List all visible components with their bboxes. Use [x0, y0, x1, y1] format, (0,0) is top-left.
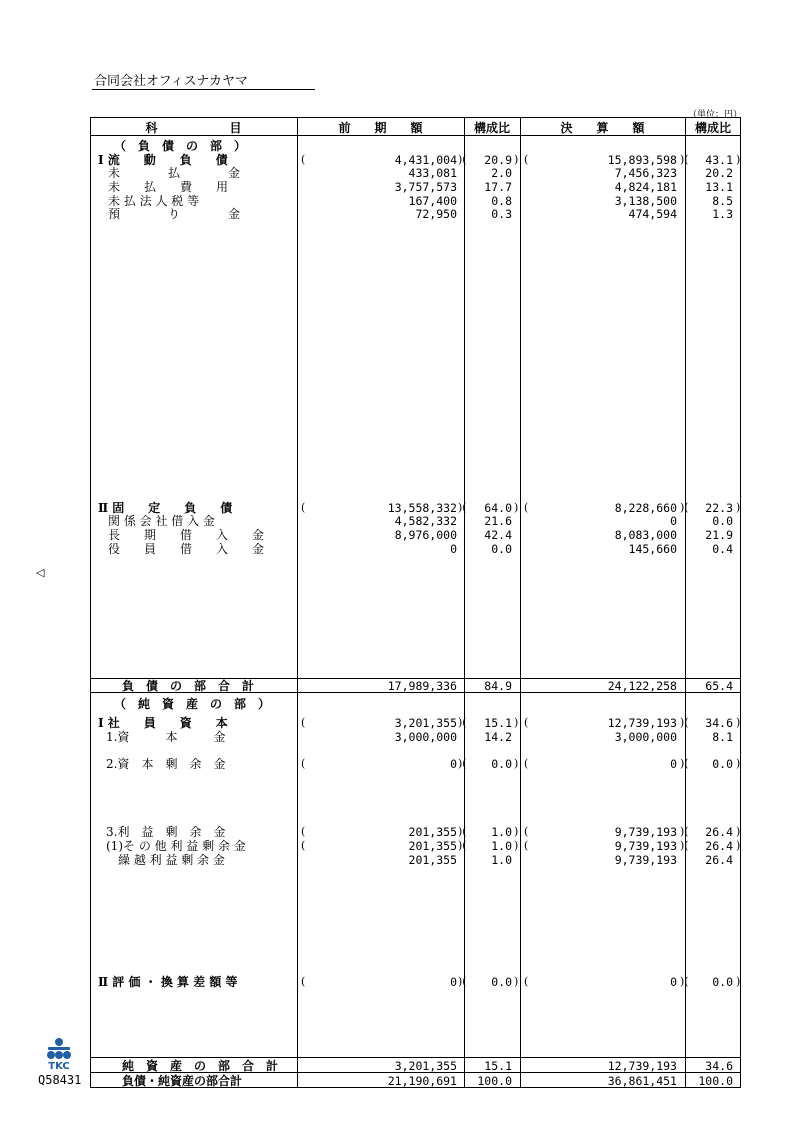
header-subject: 科 目 — [145, 121, 242, 135]
row-final-amount: 12,739,193 — [607, 1059, 677, 1073]
row-paren: )( — [458, 716, 467, 729]
row-final-ratio: 21.9 — [705, 528, 733, 542]
row-final-amount: 4,824,181 — [614, 180, 677, 194]
row-paren: )( — [680, 501, 689, 514]
row-label: 2.資 本 剰 余 金 — [106, 757, 226, 771]
row-final-amount: 9,739,193 — [614, 825, 677, 839]
row-label: (1)そ の 他 利 益 剰 余 金 — [106, 839, 246, 853]
row-paren: ( — [524, 501, 529, 514]
col-line-4 — [685, 117, 686, 1088]
row-prev-amount: 72,950 — [415, 207, 457, 221]
row-prev-amount: 0 — [450, 757, 457, 771]
header-prev: 前 期 額 — [338, 121, 423, 135]
row-label: 預 り 金 — [108, 207, 241, 221]
row-final-ratio: 0.0 — [712, 757, 733, 771]
row-paren: )( — [680, 825, 689, 838]
row-prev-amount: 21,190,691 — [387, 1074, 457, 1088]
row-final-amount: 12,739,193 — [607, 716, 677, 730]
header-final: 決 算 額 — [560, 121, 645, 135]
tkc-logo-text: TKC — [48, 1061, 70, 1071]
row-paren: ( — [301, 501, 306, 514]
row-final-ratio: 0.4 — [712, 542, 733, 556]
row-label: 長 期 借 入 金 — [108, 528, 265, 542]
row-paren: ( — [524, 716, 529, 729]
tkc-logo — [44, 1037, 74, 1071]
row-prev-ratio: 15.1 — [484, 1059, 512, 1073]
row-paren: ( — [301, 839, 306, 852]
row-final-ratio: 20.2 — [705, 166, 733, 180]
row-paren: )( — [458, 501, 467, 514]
row-label: Ⅰ 流 動 負 債 — [98, 153, 228, 167]
row-label: 1.資 本 金 — [106, 730, 226, 744]
row-paren: )( — [458, 757, 467, 770]
row-final-amount: 145,660 — [628, 542, 677, 556]
row-final-amount: 8,083,000 — [614, 528, 677, 542]
col-line-1 — [297, 117, 298, 1088]
col-line-3 — [520, 117, 521, 1088]
row-final-ratio: 100.0 — [698, 1074, 733, 1088]
row-paren: ( — [301, 716, 306, 729]
row-paren: ) — [514, 153, 519, 166]
row-paren: ) — [736, 757, 741, 770]
row-prev-amount: 3,201,355 — [394, 1059, 457, 1073]
row-final-ratio: 26.4 — [705, 839, 733, 853]
row-label: 繰 越 利 益 剰 余 金 — [118, 853, 225, 867]
row-final-amount: 474,594 — [628, 207, 677, 221]
row-prev-amount: 201,355 — [408, 839, 457, 853]
row-paren: )( — [458, 975, 467, 988]
row-final-ratio: 43.1 — [705, 153, 733, 167]
row-prev-ratio: 0.3 — [491, 207, 512, 221]
row-final-ratio: 34.6 — [705, 716, 733, 730]
row-final-ratio: 13.1 — [705, 180, 733, 194]
row-final-amount: 36,861,451 — [607, 1074, 677, 1088]
row-final-ratio: 0.0 — [712, 514, 733, 528]
row-prev-amount: 433,081 — [408, 166, 457, 180]
row-paren: ( — [301, 975, 306, 988]
row-final-amount: 0 — [670, 757, 677, 771]
table-frame — [90, 117, 741, 1088]
col-line-2 — [464, 117, 465, 1088]
row-label: 未 払 費 用 — [108, 180, 229, 194]
row-paren: ) — [736, 716, 741, 729]
row-prev-amount: 13,558,332 — [387, 501, 457, 515]
row-final-ratio: 34.6 — [705, 1059, 733, 1073]
row-prev-ratio: 15.1 — [484, 716, 512, 730]
row-prev-ratio: 0.0 — [491, 757, 512, 771]
row-prev-amount: 3,201,355 — [394, 716, 457, 730]
row-label: 3.利 益 剰 余 金 — [106, 825, 226, 839]
row-prev-amount: 167,400 — [408, 194, 457, 208]
row-paren: ) — [736, 839, 741, 852]
row-prev-ratio: 2.0 — [491, 166, 512, 180]
row-paren: ( — [524, 825, 529, 838]
header-ratio2: 構成比 — [694, 121, 731, 135]
row-prev-amount: 4,431,004 — [394, 153, 457, 167]
row-label: Ⅰ 社 員 資 本 — [98, 716, 228, 730]
row-final-ratio: 1.3 — [712, 207, 733, 221]
row-prev-ratio: 1.0 — [491, 853, 512, 867]
left-margin-mark: ◁ — [36, 566, 45, 579]
row-paren: ) — [736, 975, 741, 988]
row-paren: ) — [514, 839, 519, 852]
row-prev-ratio: 20.9 — [484, 153, 512, 167]
row-paren: )( — [458, 825, 467, 838]
row-label: 未 払 法 人 税 等 — [108, 194, 200, 208]
row-prev-ratio: 0.8 — [491, 194, 512, 208]
row-final-ratio: 26.4 — [705, 825, 733, 839]
row-label: 未 払 金 — [108, 166, 241, 180]
row-final-ratio: 22.3 — [705, 501, 733, 515]
row-final-amount: 0 — [670, 514, 677, 528]
row-paren: ) — [514, 501, 519, 514]
row-paren: )( — [680, 716, 689, 729]
row-paren: ) — [514, 716, 519, 729]
row-prev-amount: 0 — [450, 975, 457, 989]
row-final-ratio: 8.1 — [712, 730, 733, 744]
row-prev-ratio: 14.2 — [484, 730, 512, 744]
row-final-ratio: 8.5 — [712, 194, 733, 208]
row-prev-ratio: 0.0 — [491, 542, 512, 556]
row-paren: ) — [736, 501, 741, 514]
row-paren: ) — [736, 825, 741, 838]
net-total-top-line — [90, 1057, 741, 1058]
row-prev-ratio: 0.0 — [491, 975, 512, 989]
row-paren: ( — [524, 975, 529, 988]
row-label: 負債・純資産の部合計 — [122, 1074, 243, 1088]
row-prev-ratio: 1.0 — [491, 839, 512, 853]
row-final-amount: 15,893,598 — [607, 153, 677, 167]
row-prev-amount: 0 — [450, 542, 457, 556]
row-final-amount: 9,739,193 — [614, 839, 677, 853]
row-paren: ( — [524, 757, 529, 770]
row-final-ratio: 26.4 — [705, 853, 733, 867]
row-label: 純 資 産 の 部 合 計 — [122, 1059, 279, 1073]
row-paren: ) — [514, 757, 519, 770]
row-paren: ( — [524, 153, 529, 166]
row-final-amount: 0 — [670, 975, 677, 989]
row-label: 関 係 会 社 借 入 金 — [108, 514, 215, 528]
row-paren: ) — [514, 975, 519, 988]
company-underline — [92, 89, 315, 90]
row-paren: ( — [524, 839, 529, 852]
row-label: Ⅱ 評 価 ・ 換 算 差 額 等 — [98, 975, 238, 989]
row-label: （ 純 資 産 の 部 ） — [114, 697, 271, 711]
row-paren: ( — [301, 757, 306, 770]
row-prev-ratio: 100.0 — [477, 1074, 512, 1088]
row-prev-ratio: 84.9 — [484, 679, 512, 693]
unit-label: （単位：円） — [687, 110, 742, 120]
row-prev-ratio: 17.7 — [484, 180, 512, 194]
row-prev-amount: 201,355 — [408, 853, 457, 867]
row-paren: ) — [736, 153, 741, 166]
row-label: （ 負 債 の 部 ） — [114, 139, 247, 153]
row-prev-ratio: 42.4 — [484, 528, 512, 542]
row-prev-ratio: 1.0 — [491, 825, 512, 839]
row-final-amount: 24,122,258 — [607, 679, 677, 693]
row-label: 負 債 の 部 合 計 — [122, 679, 255, 693]
row-paren: )( — [680, 757, 689, 770]
row-final-amount: 3,000,000 — [614, 730, 677, 744]
row-paren: ( — [301, 825, 306, 838]
row-prev-ratio: 21.6 — [484, 514, 512, 528]
row-label: 役 員 借 入 金 — [108, 542, 265, 556]
row-prev-amount: 4,582,332 — [394, 514, 457, 528]
row-label: Ⅱ 固 定 負 債 — [98, 501, 233, 515]
row-paren: ) — [514, 825, 519, 838]
row-final-amount: 8,228,660 — [614, 501, 677, 515]
row-paren: )( — [680, 975, 689, 988]
row-prev-amount: 3,000,000 — [394, 730, 457, 744]
row-paren: ( — [301, 153, 306, 166]
row-paren: )( — [680, 839, 689, 852]
row-final-ratio: 65.4 — [705, 679, 733, 693]
form-code: Q58431 — [38, 1073, 82, 1087]
row-prev-amount: 3,757,573 — [394, 180, 457, 194]
row-paren: )( — [458, 153, 467, 166]
row-final-amount: 7,456,323 — [614, 166, 677, 180]
row-paren: )( — [458, 839, 467, 852]
row-final-amount: 3,138,500 — [614, 194, 677, 208]
row-prev-amount: 17,989,336 — [387, 679, 457, 693]
row-prev-amount: 8,976,000 — [394, 528, 457, 542]
row-prev-amount: 201,355 — [408, 825, 457, 839]
header-ratio1: 構成比 — [473, 121, 510, 135]
company-name: 合同会社オフィスナカヤマ — [94, 74, 249, 89]
row-final-amount: 9,739,193 — [614, 853, 677, 867]
row-prev-ratio: 64.0 — [484, 501, 512, 515]
row-final-ratio: 0.0 — [712, 975, 733, 989]
row-paren: )( — [680, 153, 689, 166]
